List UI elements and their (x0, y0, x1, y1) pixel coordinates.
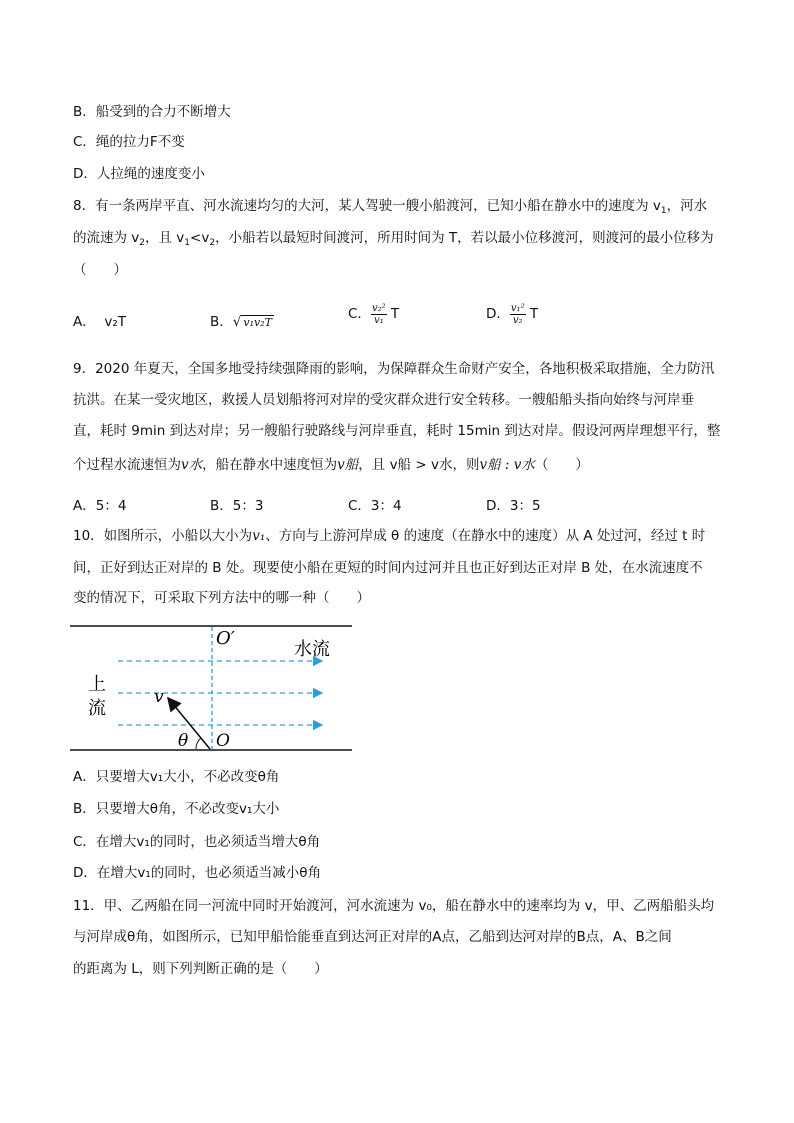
q8-opt-a-value: v₂T (104, 314, 126, 330)
q9-option-b: B．5：3 (210, 498, 264, 514)
q11-stem-line3: 的距离为 L，则下列判断正确的是（ ） (73, 961, 328, 977)
q8-opt-d-den: v₂ (512, 314, 523, 326)
q9-option-a: A．5：4 (73, 498, 127, 514)
river-crossing-figure (70, 618, 355, 754)
q8-opt-b-label: B． (210, 314, 233, 330)
q9-ratio: v船 : v水 (479, 457, 535, 473)
label-o-prime: O′ (216, 628, 235, 649)
q9-v-boat: v船 (337, 457, 359, 473)
q9-option-c: C．3：4 (348, 498, 402, 514)
q8-line2-a: 的流速为 v (73, 230, 140, 246)
q9-stem-line4 (73, 456, 589, 474)
q10-line1-b: 、方向与上游河岸成 θ 的速度（在静水中的速度）从 A 处过河，经过 t 时 (265, 528, 706, 544)
q8-line1-sub: 1 (660, 206, 667, 216)
label-o: O (216, 731, 230, 751)
q10-option-b: B．只要增大θ角，不必改变v₁大小 (73, 801, 280, 817)
q10-stem-line2: 间，正好到达正对岸的 B 处。现要使小船在更短的时间内过河并且也正好到达正对岸 B 处，在水流速度不 (73, 560, 703, 576)
q9-stem-line3: 直，耗时 9min 到达对岸；另一艘船行驶路线与河岸垂直，耗时 15min 到达对岸。假设河两岸理想平行，整 (73, 423, 721, 439)
q9-stem-line1: 9．2020 年夏天，全国多地受持续强降雨的影响，为保障群众生命财产安全，各地积极采取措施，全力防汛 (73, 361, 715, 377)
q8-opt-a-label: A． (73, 314, 96, 330)
q8-option-b (210, 310, 274, 330)
q8-stem-line1 (73, 197, 707, 220)
velocity-arrow (168, 698, 210, 749)
q9-line4-d: （ ） (534, 457, 589, 473)
q9-line4-a: 个过程水流速恒为 (73, 457, 181, 473)
q8-option-d (486, 302, 538, 326)
q9-stem-line2: 抗洪。在某一受灾地区，救援人员划船将河对岸的受灾群众进行安全转移。一艘船船头指向始终与河岸垂 (73, 392, 694, 408)
q8-line2-sub3: 2 (209, 238, 216, 248)
q8-opt-c-fraction (371, 303, 387, 326)
q9-line4-c: ，且 v船 > v水，则 (358, 457, 480, 473)
q10-stem-line1 (73, 527, 705, 545)
q8-line2-sub2: 1 (184, 238, 191, 248)
q8-opt-c-tail: T (390, 306, 400, 322)
theta-arc (196, 738, 201, 749)
label-water-flow: 水流 (294, 639, 330, 660)
q10-stem-line3: 变的情况下，可采取下列方法中的哪一种（ ） (73, 590, 370, 606)
q8-line1-text: 8．有一条两岸平直、河水流速均匀的大河，某人驾驶一艘小船渡河，已知小船在静水中的速度为 v (73, 198, 661, 214)
q11-stem-line1: 11．甲、乙两船在同一河流中同时开始渡河，河水流速为 v₀，船在静水中的速率均为 v，甲、乙两船船头均 (73, 898, 715, 914)
q8-opt-c-den: v₁ (373, 314, 384, 326)
q10-line1-a: 10．如图所示，小船以大小为 (73, 528, 253, 544)
q7-option-d: D．人拉绳的速度变小 (73, 166, 205, 182)
q10-option-a: A．只要增大v₁大小，不必改变θ角 (73, 769, 280, 785)
q10-v1: v₁ (252, 528, 266, 544)
q8-opt-d-tail: T (529, 306, 539, 322)
sqrt-symbol: √ (232, 314, 242, 330)
q9-v-water: v水 (181, 457, 203, 473)
q8-opt-d-label: D． (486, 306, 510, 322)
q8-opt-b-radicand: v₁v₂T (243, 316, 272, 329)
label-v: v (154, 687, 164, 707)
q10-option-d: D．在增大v₁的同时，也必须适当减小θ角 (73, 865, 322, 881)
label-upstream-1: 上 (88, 674, 106, 695)
q8-line2-b: ，且 v (145, 230, 185, 246)
q8-opt-d-num: v₁² (510, 302, 525, 314)
q8-line2-sub1: 2 (139, 238, 146, 248)
q8-opt-d-fraction (510, 303, 526, 326)
q11-stem-line2: 与河岸成θ角，如图所示，已知甲船恰能垂直到达河正对岸的A点，乙船到达河对岸的B点，A、B之间 (73, 929, 672, 945)
q7-option-c: C．绳的拉力F不变 (73, 134, 185, 150)
label-theta: θ (178, 731, 189, 751)
q8-line1-end: ，河水 (666, 198, 708, 214)
q8-option-c (348, 302, 399, 326)
q8-line2-d: ，小船若以最短时间渡河，所用时间为 T，若以最小位移渡河，则渡河的最小位移为 (215, 230, 714, 246)
q8-opt-c-label: C． (348, 306, 371, 322)
q7-option-b: B．船受到的合力不断增大 (73, 104, 231, 120)
q8-stem-line2 (73, 229, 714, 252)
q9-line4-b: ，船在静水中速度恒为 (202, 457, 338, 473)
q8-line2-c: <v (190, 230, 210, 246)
label-upstream-2: 流 (88, 698, 106, 719)
q8-option-a (73, 310, 126, 330)
q9-option-d: D．3：5 (486, 498, 541, 514)
q8-opt-c-num: v₂² (371, 302, 386, 314)
q8-stem-line3: （ ） (73, 262, 127, 278)
q10-option-c: C．在增大v₁的同时，也必须适当增大θ角 (73, 834, 321, 850)
